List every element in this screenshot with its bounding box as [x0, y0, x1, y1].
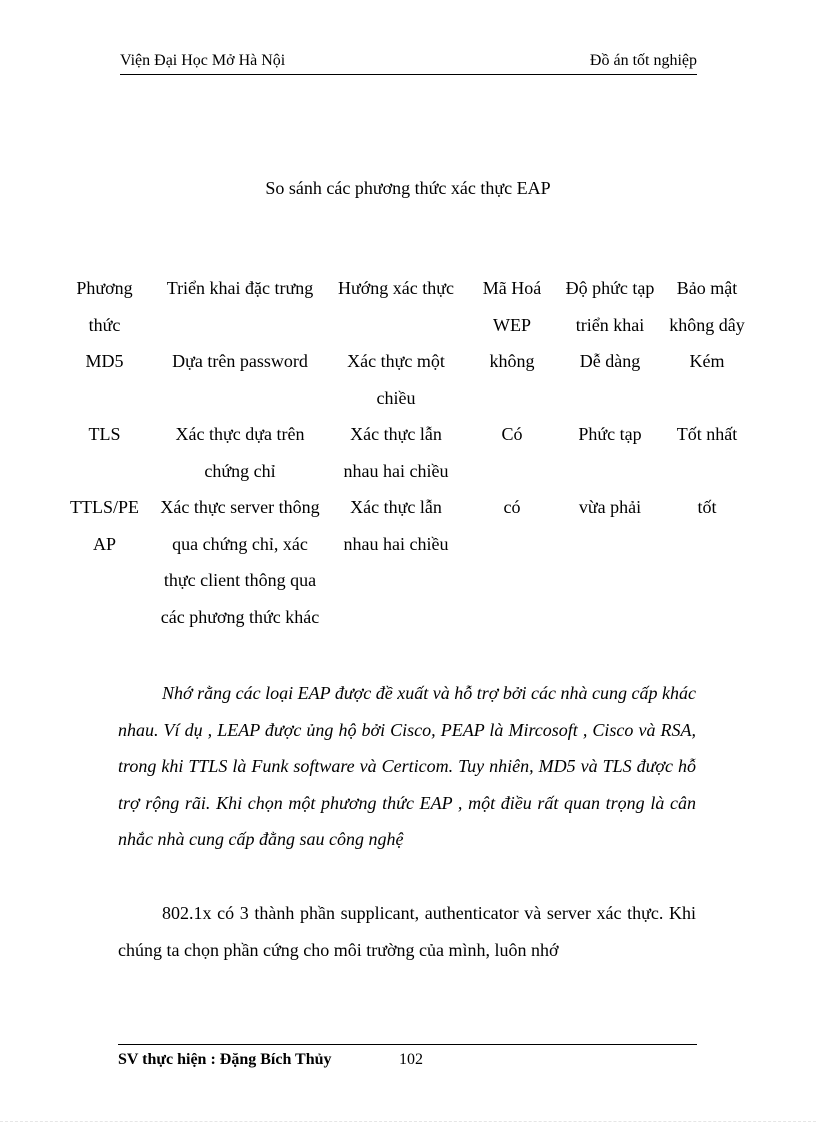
page-edge-divider	[0, 1121, 816, 1122]
table-cell: Dựa trên password	[172, 351, 308, 371]
section-title: So sánh các phương thức xác thực EAP	[265, 178, 551, 198]
table-cell: không	[489, 351, 535, 371]
table-header-cell: Bảo mật không dây	[669, 278, 745, 335]
table-cell: vừa phải	[578, 497, 642, 517]
header-doc-type: Đồ án tốt nghiệp	[589, 52, 697, 69]
page-footer	[118, 1044, 697, 1068]
table-header-cell: Mã Hoá WEP	[482, 278, 542, 335]
table-cell: Xác thực lẫn nhau hai chiều	[343, 424, 449, 481]
table-cell: tốt	[697, 497, 717, 517]
paragraph-8021x-components: 802.1x có 3 thành phần supplicant, authenticator và server xác thực. Khi chúng ta chọn phần cứng cho môi trường của mình, luôn nhớ	[118, 903, 696, 960]
table-cell: Tốt nhất	[676, 424, 738, 444]
page-number: 102	[399, 1051, 423, 1068]
header-institution: Viện Đại Học Mở Hà Nội	[120, 52, 286, 69]
table-cell: Xác thực lẫn nhau hai chiều	[343, 497, 449, 554]
page-header	[120, 52, 697, 75]
table-cell: Kém	[689, 351, 725, 371]
footer-author: SV thực hiện : Đặng Bích Thủy	[118, 1051, 332, 1068]
table-row	[58, 343, 755, 416]
table-cell: TLS	[88, 424, 121, 444]
table-header-cell: Phương thức	[76, 278, 133, 335]
table-cell: TTLS/PE AP	[69, 497, 139, 554]
table-cell: MD5	[85, 351, 124, 371]
table-cell: Xác thực dựa trên chứng chỉ	[175, 424, 305, 481]
table-header-cell: Triển khai đặc trưng	[166, 278, 314, 298]
table-header-cell: Hướng xác thực	[338, 278, 454, 298]
paragraph-eap-vendors: Nhớ rằng các loại EAP được đề xuất và hỗ trợ bởi các nhà cung cấp khác nhau. Ví dụ , LEAP được ủng hộ bởi Cisco, PEAP là Mircosoft , Cisco và RSA, trong khi TTLS là Funk software và Certicom. Tuy nhiên, MD5 và TLS được hỗ trợ rộng rãi. Khi chọn một phương thức EAP , một điều rất quan trọng là cân nhắc nhà cung cấp đằng sau công nghệ	[118, 683, 696, 850]
table-row	[58, 416, 755, 489]
table-cell: có	[503, 497, 521, 517]
table-header-cell: Độ phức tạp triển khai	[565, 278, 655, 335]
table-cell: Dễ dàng	[579, 351, 641, 371]
eap-comparison-table	[58, 270, 755, 635]
table-row	[58, 489, 755, 635]
table-cell: Có	[501, 424, 523, 444]
table-cell: Phức tạp	[578, 424, 642, 444]
table-cell: Xác thực server thông qua chứng chỉ, xác thực client thông qua các phương thức khác	[160, 497, 320, 627]
table-header-row	[58, 270, 755, 343]
table-cell: Xác thực một chiều	[347, 351, 445, 408]
